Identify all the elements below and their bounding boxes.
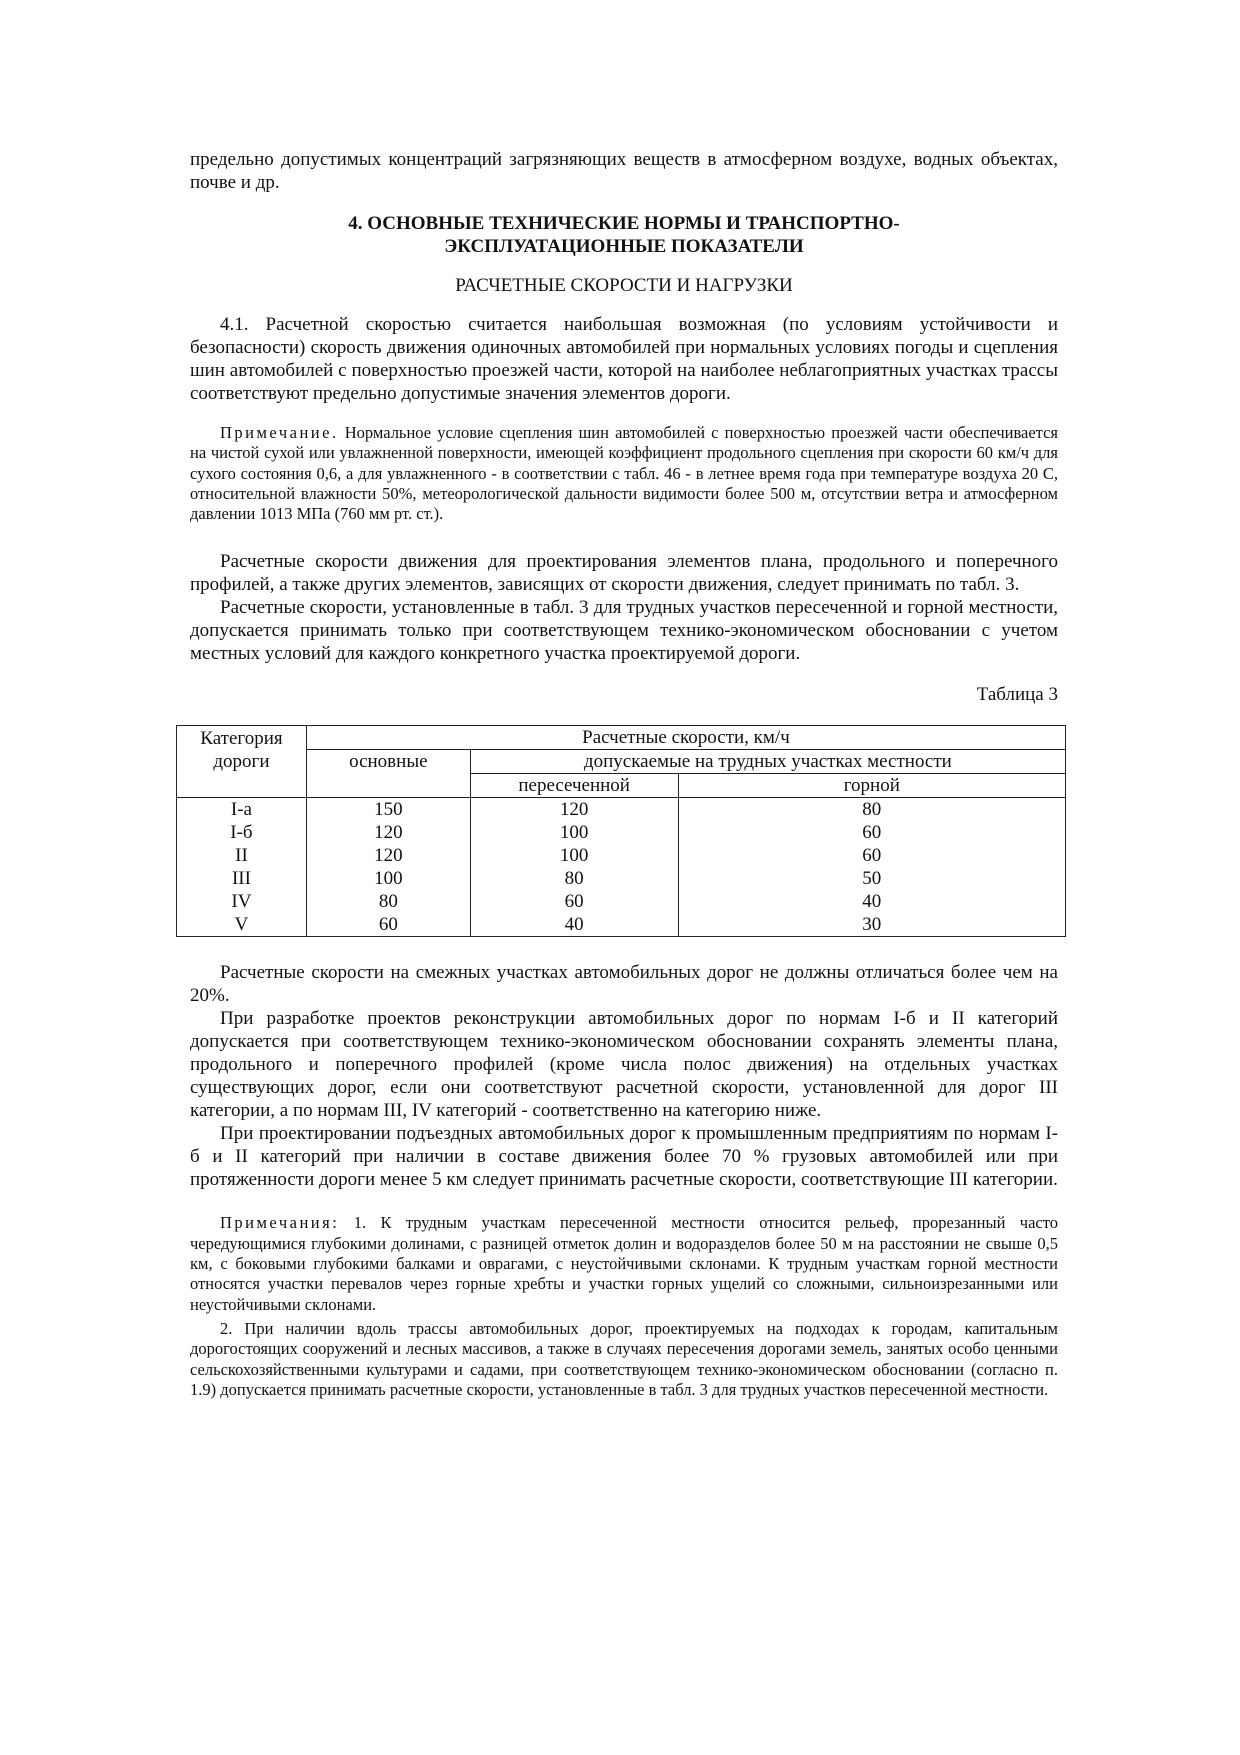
cell-mountain: 40 [678, 890, 1065, 913]
note-2 [190, 1213, 1058, 1314]
table-row [177, 844, 1066, 867]
cell-rugged: 100 [470, 821, 678, 844]
cell-category: IV [177, 890, 307, 913]
note-1 [190, 423, 1058, 524]
cell-main: 120 [306, 844, 470, 867]
header-speeds: Расчетные скорости, км/ч [306, 726, 1065, 750]
note-2-item-1: 1. К трудным участкам пересеченной местности относится рельеф, прорезанный часто чередующимися глубокими долинами, с разницей отметок долин и водоразделов более 50 м на расстоянии не свыше 0,5 км, с боковыми глубокими балками и оврагами, с неустойчивыми склонами. К трудным участкам горной местности относятся участки перевалов через горные хребты и участки горных ущелий со сложными, сильноизрезанными или неустойчивыми склонами. [190, 1213, 1058, 1314]
table-row [177, 821, 1066, 844]
table-row [177, 798, 1066, 822]
table-caption: Таблица 3 [976, 684, 1058, 706]
paragraph-4-1: 4.1. Расчетной скоростью считается наибольшая возможная (по условиям устойчивости и безопасности) скорость движения одиночных автомобилей при нормальных условиях погоды и сцепления шин автомобилей с поверхностью проезжей части, которой на наиболее неблагоприятных участках трассы соответствуют предельно допустимые значения элементов дороги. [190, 314, 1058, 404]
cell-main: 100 [306, 867, 470, 890]
header-allowed: допускаемые на трудных участках местности [470, 750, 1065, 774]
note-1-text: Нормальное условие сцепления шин автомобилей с поверхностью проезжей части обеспечивается на чистой сухой или увлажненной поверхности, имеющей коэффициент продольного сцепления при скорости 60 км/ч для сухого состояния 0,6, а для увлажненного - в соответствии с табл. 46 - в летнее время года при температуре воздуха 20 С, относительной влажности 50%, метеорологической дальности видимости более 500 м, отсутствии ветра и атмосферном давлении 1013 МПа (760 мм рт. ст.). [190, 423, 1058, 524]
cell-category: I-а [177, 798, 307, 822]
document-page [190, 148, 1058, 1400]
section-title-line2: ЭКСПЛУАТАЦИОННЫЕ ПОКАЗАТЕЛИ [444, 236, 804, 257]
cell-rugged: 80 [470, 867, 678, 890]
section-title-line1: 4. ОСНОВНЫЕ ТЕХНИЧЕСКИЕ НОРМЫ И ТРАНСПОРТНО- [348, 213, 900, 234]
paragraph-difficult-terrain: Расчетные скорости, установленные в табл. 3 для трудных участков пересеченной и горной местности, допускается принимать только при соответствующем технико-экономическом обосновании с учетом местных условий для каждого конкретного участка проектируемой дороги. [190, 597, 1058, 665]
cell-mountain: 30 [678, 913, 1065, 937]
cell-category: V [177, 913, 307, 937]
table-row [177, 890, 1066, 913]
paragraph-adjacent-sections: Расчетные скорости на смежных участках автомобильных дорог не должны отличаться более чем на 20%. [190, 962, 1058, 1007]
cell-main: 80 [306, 890, 470, 913]
subsection-title: РАСЧЕТНЫЕ СКОРОСТИ И НАГРУЗКИ [455, 275, 793, 296]
header-main: основные [306, 750, 470, 798]
cell-mountain: 60 [678, 844, 1065, 867]
cell-rugged: 120 [470, 798, 678, 822]
cell-main: 120 [306, 821, 470, 844]
table-row [177, 867, 1066, 890]
note-2-lead: Примечания: [220, 1213, 340, 1233]
cell-main: 60 [306, 913, 470, 937]
note-1-lead: Примечание. [220, 423, 339, 442]
header-mountain: горной [678, 774, 1065, 798]
header-category-line2: дороги [213, 751, 270, 773]
paragraph-reconstruction: При разработке проектов реконструкции автомобильных дорог по нормам I-б и II категорий допускается при соответствующем технико-экономическом обосновании сохранять элементы плана, продольного и поперечного профилей (кроме числа полос движения) на отдельных участках существующих дорог, если они соответствуют расчетной скорости, установленной для дорог III категории, а по нормам III, IV категорий - соответственно на категорию ниже. [190, 1008, 1058, 1122]
header-category [177, 726, 307, 798]
cell-main: 150 [306, 798, 470, 822]
cell-mountain: 50 [678, 867, 1065, 890]
cell-category: III [177, 867, 307, 890]
cell-rugged: 40 [470, 913, 678, 937]
note-2-item-2: 2. При наличии вдоль трассы автомобильных дорог, проектируемых на подходах к городам, капитальным дорогостоящих сооружений и лесных массивов, а также в случаях пересечения дорогами земель, занятых особо ценными сельскохозяйственными культурами и садами, при соответствующем технико-экономическом обосновании (согласно п. 1.9) допускается принимать расчетные скорости, установленные в табл. 3 для трудных участков пересеченной местности. [190, 1318, 1058, 1399]
cell-mountain: 60 [678, 821, 1065, 844]
cell-category: II [177, 844, 307, 867]
cell-category: I-б [177, 821, 307, 844]
design-speeds-table [176, 725, 1066, 937]
cell-mountain: 80 [678, 798, 1065, 822]
intro-fragment: предельно допустимых концентраций загрязняющих веществ в атмосферном воздухе, водных объектах, почве и др. [190, 149, 1058, 193]
paragraph-access-roads: При проектировании подъездных автомобильных дорог к промышленным предприятиям по нормам I-б и II категорий при наличии в составе движения более 70 % грузовых автомобилей или при протяженности дороги менее 5 км следует принимать расчетные скорости, соответствующие III категории. [190, 1123, 1058, 1191]
paragraph-design-speeds: Расчетные скорости движения для проектирования элементов плана, продольного и поперечного профилей, а также других элементов, зависящих от скорости движения, следует принимать по табл. 3. [190, 551, 1058, 596]
header-category-line1: Категория [200, 728, 283, 750]
header-rugged: пересеченной [470, 774, 678, 798]
cell-rugged: 100 [470, 844, 678, 867]
section-title [190, 212, 1058, 258]
cell-rugged: 60 [470, 890, 678, 913]
table-row [177, 913, 1066, 937]
